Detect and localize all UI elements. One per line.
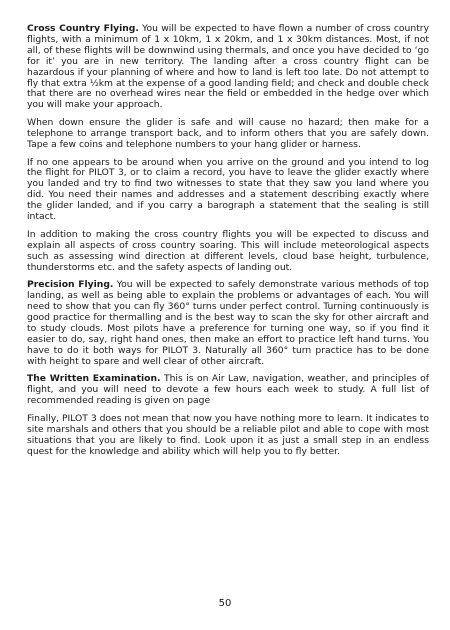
- paragraph-discuss: [27, 230, 429, 274]
- paragraph-precision: [27, 280, 429, 367]
- text-discuss: In addition to making the cross country flights you will be expected to discuss and explain all aspects of cross country soaring. This will include meteorological aspects such as assessing wind direction at different levels, cloud base height, turbulence, thunderstorms etc. and the safety aspects of landing out.: [27, 228, 429, 273]
- paragraph-when-down: [27, 118, 429, 151]
- heading-precision: Precision Flying.: [27, 279, 114, 291]
- text-written-exam: This is on Air Law, navigation, weather, and principles of flight, and you will need to devote a few hours each week to study. A full list of recommended reading is given on page: [27, 373, 429, 407]
- page-number: 50: [218, 598, 232, 609]
- text-witnesses: If no one appears to be around when you arrive on the ground and you intend to log the flight for PILOT 3, or to claim a record, you have to leave the glider exactly where you landed and try to find two witnesses to state that they saw you land where you did. You need their names and addresses and a statement describing exactly where the glider landed, and if you carry a barograph a statement that the sealing is still intact.: [27, 156, 429, 223]
- paragraph-cross-country: [27, 24, 429, 111]
- text-when-down: When down ensure the glider is safe and will cause no hazard; then make for a telephone to arrange transport back, and to inform others that you are safely down. Tape a few coins and telephone numbers to your hang glider or harness.: [27, 117, 429, 150]
- paragraph-witnesses: [27, 158, 429, 223]
- text-cross-country: You will be expected to have flown a number of cross country flights, with a minimum of 1 x 10km, 1 x 20km, and 1 x 30km distances. Most, if not all, of these flights will be downwind using thermals, and once you have decided to ‘go for it’ you are in new territory. The landing after a cross country flight can be hazardous if your planning of where and how to land is left too late. Do not attempt to fly that extra ½km at the expense of a good landing field; and check and double check that there are no overhead wires near the field or embedded in the hedge over which you will make your approach.: [27, 23, 430, 111]
- text-precision: You will be expected to safely demonstrate various methods of top landing, as well as being able to explain the problems or advantages of each. You will need to show that you can fly 360° turns under perfect control. Turning continuously is good practice for thermalling and is the best way to scan the sky for other aircraft and to study clouds. Most pilots have a preference for turning one way, so if you find it easier to do, say, right hand ones, then make an effort to practice left hand turns. You have to do it both ways for PILOT 3. Naturally all 360° turn practice has to be done with height to spare and well clear of other aircraft.: [27, 279, 429, 367]
- paragraph-written-exam: [27, 374, 429, 407]
- heading-written-exam: The Written Examination.: [27, 373, 161, 385]
- page-body: [27, 24, 429, 464]
- paragraph-finally: [27, 414, 429, 458]
- text-finally: Finally, PILOT 3 does not mean that now you have nothing more to learn. It indicates to site marshals and others that you should be a reliable pilot and able to cope with most situations that you are likely to find. Look upon it as just a small step in an endless quest for the knowledge and ability which will help you to fly better.: [27, 412, 429, 457]
- heading-cross-country: Cross Country Flying.: [27, 23, 139, 34]
